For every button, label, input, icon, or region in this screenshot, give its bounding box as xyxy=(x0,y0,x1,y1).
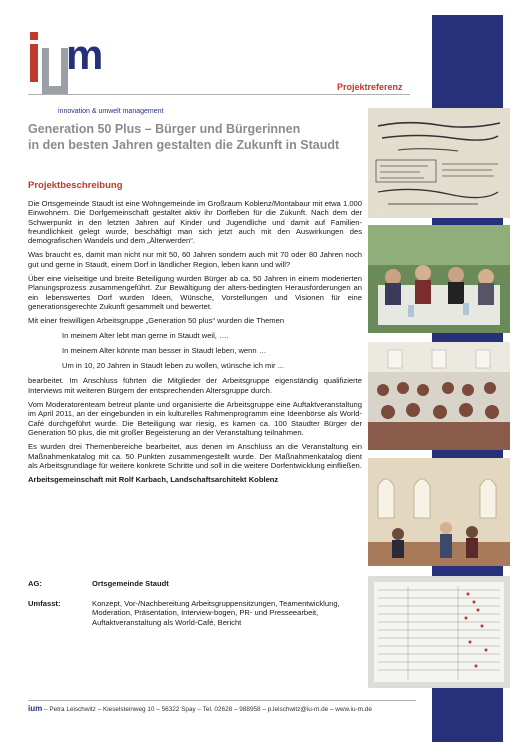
meta-row-ag xyxy=(28,579,362,589)
document-title xyxy=(28,121,373,153)
paragraph: Über eine vielseitige und breite Beteiligung wurden Bürger ab ca. 50 Jahren in einem moderierten Planungsprozess zusammengeführt. Zur Bewältigung der alters-bedingten Herausforderungen an ein lebenswertes Dorf wurden Ideen, Wünsche, Vorstellungen und Visionen für eine generationsgerechte Zukunft gesammelt und bewertet. xyxy=(28,274,362,311)
church-hall-image xyxy=(368,458,510,566)
paragraph: bearbeitet. Im Anschluss führten die Mitglieder der Arbeitsgruppe eigenständig qualifizierte Interviews mit weiteren Bürgern der entsprechenden Altersgruppe durch. xyxy=(28,376,362,395)
title-line-2: in den besten Jahren gestalten die Zukunft in Staudt xyxy=(28,138,340,152)
paragraph: Mit einer freiwilligen Arbeitsgruppe „Generation 50 plus“ wurden die Themen xyxy=(28,316,285,326)
footer-brand: ium xyxy=(28,704,43,713)
photo-audience xyxy=(368,342,510,450)
meta-label: AG: xyxy=(28,579,42,588)
project-meta xyxy=(28,579,362,637)
footer-contact: – Petra Leischwitz – Kieselsteinweg 10 – 56322 Spay – Tel. 02628 – 988958 – p.leischwitz@iu-m.de – www.iu-m.de xyxy=(42,706,372,713)
meta-value: Ortsgemeinde Staudt xyxy=(92,579,169,588)
logo-i-dot xyxy=(30,32,38,40)
footer xyxy=(28,704,372,713)
project-reference-label: Projektreferenz xyxy=(337,82,403,92)
whiteboard-image xyxy=(368,108,510,218)
photo-whiteboard xyxy=(368,108,510,218)
audience-image xyxy=(368,342,510,450)
meta-row-scope xyxy=(28,599,362,628)
group-table-image xyxy=(368,225,510,333)
quote-line: In meinem Alter könnte man besser in Staudt leben, wenn … xyxy=(62,345,267,355)
photo-church-hall xyxy=(368,458,510,566)
photo-catalogue xyxy=(368,576,510,688)
logo-tagline: innovation & umwelt management xyxy=(58,108,164,115)
paragraph: Was braucht es, damit man nicht nur mit 50, 60 Jahren sondern auch mit 70 oder 80 Jahren noch gut und gerne in Staudt, einem Dorf in ländlicher Region, leben kann und will? xyxy=(28,250,362,269)
catalogue-image xyxy=(368,576,510,688)
logo-i-stem xyxy=(30,44,38,82)
body-text xyxy=(28,199,362,489)
meta-label: Umfasst: xyxy=(28,598,61,608)
footer-divider xyxy=(28,700,416,701)
photo-group-table xyxy=(368,225,510,333)
paragraph: Die Ortsgemeinde Staudt ist eine Wohngemeinde im Großraum Koblenz/Montabaur mit etwa 1.000 Einwohnern. Die Dorfgemeinschaft gestaltet aktiv ihr Dorfleben für die Zukunft. Nach dem der Schwerpunkt in den letzten Jahren auf Kinder und Jugendliche und damit auf Familien-freundlichkeit gelegt wurde, beschäftigt man sich jetzt auch mit den Auswirkungen des demografischen Wandels und dem „Älterwerden“. xyxy=(28,199,362,246)
quote-line: Um in 10, 20 Jahren in Staudt leben zu wollen, wünsche ich mir ... xyxy=(62,361,285,371)
paragraph: Es wurden drei Themenbereiche bearbeitet, aus denen im Anschluss an die Veranstaltung ein Maßnahmenkatalog mit ca. 50 Punkten zusammengestellt wurde. Der Maßnahmenkatalog dient als Arbeitsgrundlage für weitere konkrete Schritte und soll in die weitere Dorfentwicklung einfließen. xyxy=(28,442,362,470)
meta-value: Konzept, Vor-/Nachbereitung Arbeitsgruppensitzungen, Teamentwicklung, Moderation, Präsentation, Interview-bogen, PR- und Presseearbeit, Auftaktveranstaltung als World-Café, Bericht xyxy=(92,598,340,627)
title-line-1: Generation 50 Plus – Bürger und Bürgerinnen xyxy=(28,122,301,136)
header-divider xyxy=(28,94,410,95)
whiteboard-text: Staudter in den besten Jahren gestalten die Zukunft in Staudt xyxy=(372,211,454,215)
logo-m: m xyxy=(66,31,102,78)
section-title: Projektbeschreibung xyxy=(28,180,123,191)
credit-line: Arbeitsgemeinschaft mit Rolf Karbach, Landschaftsarchitekt Koblenz xyxy=(28,475,279,485)
ium-logo xyxy=(28,28,168,115)
paragraph: Vom Moderatorenteam betreut plante und organisierte die Arbeitsgruppe eine Auftaktveranstaltung im April 2011, an der eingebunden in ein kulturelles Rahmenprogramm eine Ideenbörse als World-Café durchgeführt wurde. Die Beteiligung war riesig, es kamen ca. 100 Staudter Bürger der Generation 50 plus, die mit großer Begeisterung an der Veranstaltung teilnahmen. xyxy=(28,400,362,437)
quote-line: In meinem Alter lebt man gerne in Staudt weil, …. xyxy=(62,330,229,340)
